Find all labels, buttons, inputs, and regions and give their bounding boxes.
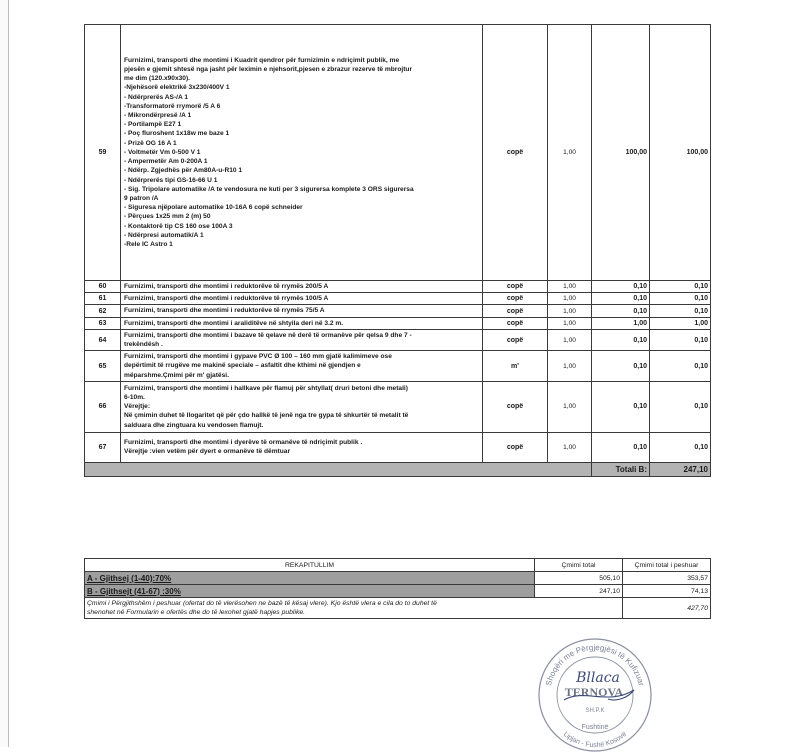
- item-row: [85, 329, 711, 350]
- stamp-company-name: TERNOVA: [564, 685, 624, 699]
- item-unit: copë: [483, 281, 548, 293]
- item-total: 0,10: [650, 293, 711, 305]
- recap-note: [85, 598, 623, 619]
- signature: Bllaca: [576, 670, 620, 686]
- items-body: [85, 25, 711, 477]
- item-description-line: - Portilampë E27 1: [124, 121, 182, 129]
- item-description: [121, 25, 483, 281]
- recap-note-line2: shenohet në Formularin e ofertës dhe do të lexohet gjatë hapjes publike.: [87, 609, 306, 616]
- item-description-line: -Njehësorë elektrikë 3x230/400V 1: [124, 84, 230, 92]
- item-description-line: Vërejtje:: [124, 403, 151, 411]
- recap-title: REKAPITULLIM: [85, 559, 535, 572]
- recap-col-total: Çmimi total: [535, 559, 623, 572]
- recap-grand-total: 427,70: [623, 598, 711, 619]
- item-description-line: - Ndërprerës AS-/A 1: [124, 93, 189, 101]
- item-unit-price: 0,10: [592, 329, 650, 350]
- item-number: 59: [85, 25, 121, 281]
- item-description-line: -Transformatorë rrymorë /5 A 6: [124, 102, 221, 110]
- item-description-line: - Ampermetër Am 0-200A 1: [124, 158, 208, 166]
- item-description: [121, 317, 483, 329]
- item-description-line: Furnizimi, transporti dhe montimi i hallkave për flamuj për shtyllat( druri betoni dhe metali): [124, 384, 408, 392]
- item-description-line: 6-10m.: [124, 394, 145, 402]
- item-description-line: Furnizimi, transporti dhe montimi i reduktorëve të rrymës 200/5 A: [124, 283, 329, 290]
- item-description-line: trekëndësh .: [124, 341, 163, 349]
- recap-note-line1: Çmimi i Përgjithshëm i peshuar (ofertat do të vlerësohen ne bazë të kësaj vlere). Kjo është vlera e cila do to duhet të: [87, 600, 437, 607]
- item-unit: copë: [483, 432, 548, 462]
- item-quantity: 1,00: [548, 432, 592, 462]
- item-total: 0,10: [650, 381, 711, 432]
- item-unit-price: 0,10: [592, 381, 650, 432]
- item-description: [121, 293, 483, 305]
- item-description-line: depërtimit të rrugëve me makinë speciale – asfaltit dhe kthimi në gjendjen e: [124, 362, 361, 370]
- stamp-bottom-text: Lipjan - Fushë Kosovë: [561, 730, 629, 750]
- item-description-line: - Sig. Tripolare automatike /A te vendosura ne kuti per 3 sigurersa komplete 3 ORS sigurersa: [124, 185, 414, 193]
- item-description-line: Furnizimi, transporti dhe montimi i bazave të qelave në derë të ormanëve për qelsa 9 dhe 7 -: [124, 331, 412, 339]
- item-description-line: salduara dhe zingtuara ku vendosen flamujt.: [124, 421, 264, 429]
- recap-row-a-weighted: 353,57: [623, 572, 711, 585]
- item-total: 0,10: [650, 329, 711, 350]
- item-quantity: 1,00: [548, 305, 592, 317]
- item-description-line: Furnizimi, transporti dhe montimi i gypave PVC Ø 100 – 160 mm gjatë kalimimeve ose: [124, 353, 392, 361]
- recap-row-a-total: 505,10: [535, 572, 623, 585]
- item-description-line: -Rele IC Astro 1: [124, 240, 173, 248]
- item-unit: copë: [483, 381, 548, 432]
- item-description-line: - Ndërpresi automatik/A 1: [124, 231, 204, 239]
- item-description-line: Vërejtje :vien vetëm për dyert e ormanëve të dëmtuar: [124, 448, 291, 456]
- item-row: [85, 432, 711, 462]
- recap-row-b-total: 247,10: [535, 585, 623, 598]
- item-unit: copë: [483, 329, 548, 350]
- item-row: [85, 25, 711, 281]
- item-number: 60: [85, 281, 121, 293]
- recap-row-a-label: A - Gjithsej (1-40):70%: [85, 572, 535, 585]
- item-number: 67: [85, 432, 121, 462]
- item-number: 66: [85, 381, 121, 432]
- item-quantity: 1,00: [548, 317, 592, 329]
- item-quantity: 1,00: [548, 293, 592, 305]
- stamp-legal-form: SH.P.K: [585, 708, 605, 714]
- recap-row-b-weighted: 74,13: [623, 585, 711, 598]
- item-description-line: pjesën e gjemit shtesë nga jasht për leximin e njehsorit,pjesen e zbrazur rezerve të mbrojtur: [124, 66, 413, 74]
- item-description-line: - Siguresa njëpolare automatike 10-16A 6 copë schneider: [124, 204, 303, 212]
- item-quantity: 1,00: [548, 25, 592, 281]
- item-unit: m': [483, 351, 548, 382]
- recap-row-b-label: B - Gjithsejt (41-67) :30%: [85, 585, 535, 598]
- item-description-line: - Ndërprerës tipi GS-16-66 U 1: [124, 176, 218, 184]
- item-number: 65: [85, 351, 121, 382]
- page-left-edge: [0, 0, 9, 747]
- total-row: [85, 462, 711, 476]
- item-total: 100,00: [650, 25, 711, 281]
- item-description-line: - Voltmetër Vm 0-500 V 1: [124, 148, 201, 156]
- items-table: [84, 24, 711, 477]
- item-unit-price: 0,10: [592, 293, 650, 305]
- item-description: [121, 351, 483, 382]
- item-description: [121, 329, 483, 350]
- item-row: [85, 317, 711, 329]
- item-unit-price: 0,10: [592, 432, 650, 462]
- item-row: [85, 293, 711, 305]
- item-description-line: Furnizimi, transporti dhe montimi i reduktorëve të rrymës 75/5 A: [124, 307, 325, 315]
- item-quantity: 1,00: [548, 351, 592, 382]
- item-description-line: - Poç fluroshent 1x18w me baze 1: [124, 130, 230, 138]
- total-value: 247,10: [650, 462, 711, 476]
- item-total: 0,10: [650, 305, 711, 317]
- item-total: 0,10: [650, 351, 711, 382]
- stamp-city: Fushtinë: [581, 724, 609, 731]
- item-description-line: - Prizë OG 16 A 1: [124, 139, 177, 147]
- item-quantity: 1,00: [548, 329, 592, 350]
- item-row: [85, 351, 711, 382]
- item-description: [121, 432, 483, 462]
- item-number: 61: [85, 293, 121, 305]
- item-unit: copë: [483, 317, 548, 329]
- item-total: 0,10: [650, 281, 711, 293]
- item-description-line: me dim (120.x90x30).: [124, 75, 190, 83]
- item-description-line: Furnizimi, transporti dhe montimi i dyerëve të ormanëve të ndriçimit publik .: [124, 439, 363, 447]
- item-total: 1,00: [650, 317, 711, 329]
- item-description-line: mëparshme.Çmimi për m' gjatësi.: [124, 371, 229, 379]
- item-number: 63: [85, 317, 121, 329]
- item-unit: copë: [483, 25, 548, 281]
- item-number: 64: [85, 329, 121, 350]
- item-unit-price: 0,10: [592, 281, 650, 293]
- item-row: [85, 305, 711, 317]
- item-description-line: - Mikrondërpresë /A 1: [124, 112, 192, 120]
- recap-table: [84, 558, 711, 619]
- item-unit-price: 100,00: [592, 25, 650, 281]
- item-description-line: Në çmimin duhet të llogaritet që për çdo hallkë të jenë nga tre gypa të shkurtër të metalit të: [124, 412, 409, 420]
- item-row: [85, 381, 711, 432]
- item-description: [121, 281, 483, 293]
- company-stamp: [536, 636, 654, 754]
- item-description-line: - Përçues 1x25 mm 2 (m) 50: [124, 213, 211, 221]
- item-total: 0,10: [650, 432, 711, 462]
- item-unit-price: 0,10: [592, 305, 650, 317]
- item-description-line: Furnizimi, transporti dhe montimi i Kuadrit qendror për furnizimin e ndriçimit publik, me: [124, 56, 400, 64]
- item-unit: copë: [483, 293, 548, 305]
- total-row-spacer: [85, 462, 592, 476]
- recap-col-weighted: Çmimi total i peshuar: [623, 559, 711, 572]
- item-description-line: - Kontaktorë tip CS 160 ose 100A 3: [124, 222, 233, 230]
- item-number: 62: [85, 305, 121, 317]
- item-row: [85, 281, 711, 293]
- item-description: [121, 381, 483, 432]
- item-description-line: Furnizimi, transporti dhe montimi i reduktorëve të rrymës 100/5 A: [124, 295, 329, 303]
- item-quantity: 1,00: [548, 281, 592, 293]
- item-description: [121, 305, 483, 317]
- item-unit-price: 1,00: [592, 317, 650, 329]
- item-quantity: 1,00: [548, 381, 592, 432]
- item-description-line: Furnizimi, transporti dhe montimi i araliditëve në shtyila deri në 3.2 m.: [124, 319, 344, 327]
- item-description-line: 9 patron /A: [124, 194, 159, 202]
- stamp-top-text: Shoqëri me Përgjegjësi të Kufizuar: [544, 642, 646, 687]
- item-description-line: - Ndërp. Zgjedhës për Am80A-u-R10 1: [124, 167, 243, 175]
- total-label: Totali B:: [592, 462, 650, 476]
- item-unit-price: 0,10: [592, 351, 650, 382]
- item-unit: copë: [483, 305, 548, 317]
